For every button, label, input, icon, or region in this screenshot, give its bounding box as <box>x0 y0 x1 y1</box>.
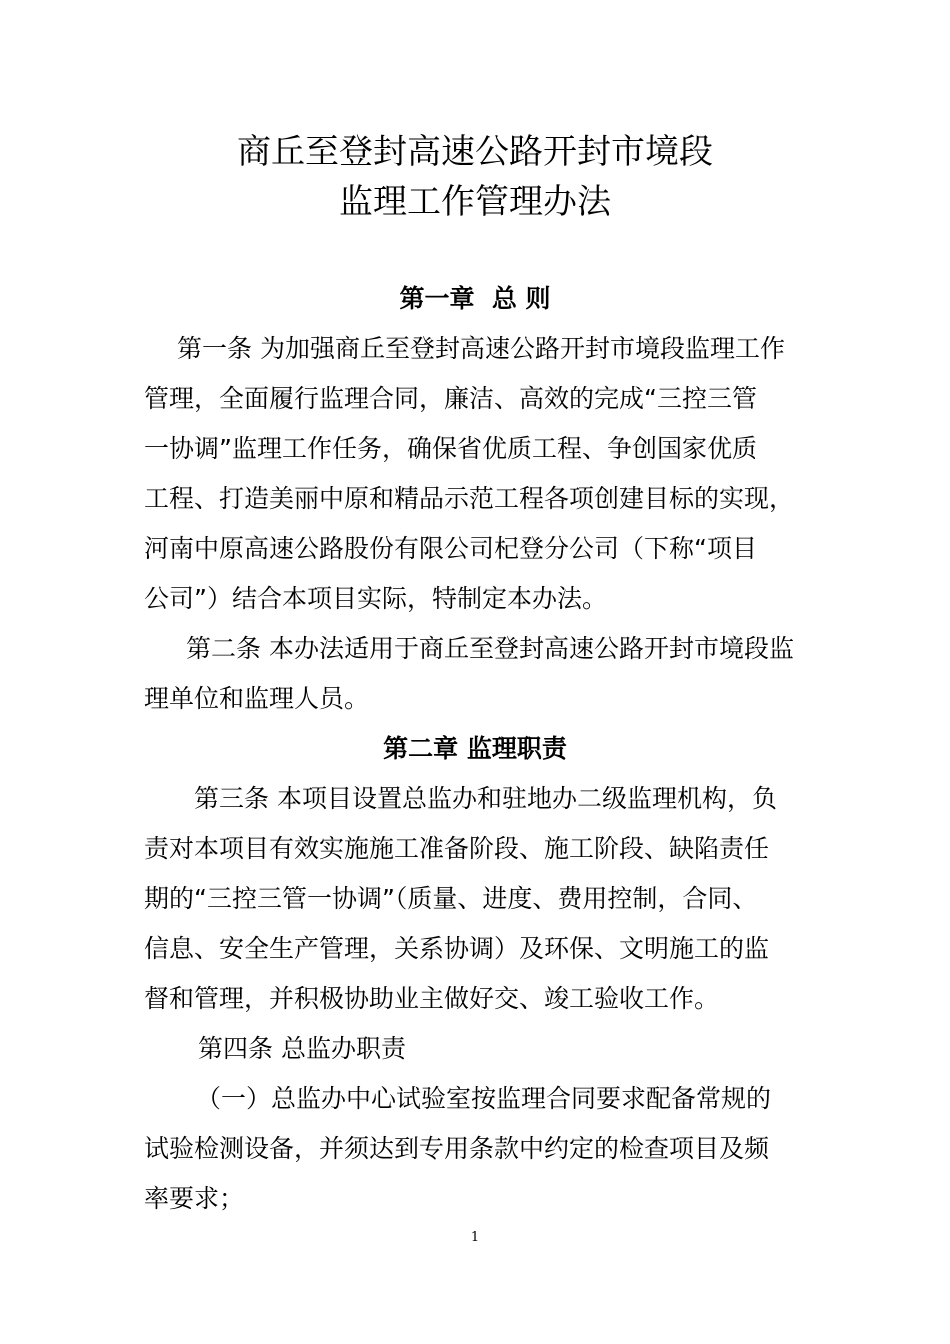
article-3-line: 责对本项目有效实施施工准备阶段、施工阶段、缺陷责任 <box>144 834 770 863</box>
chapter-2-heading: 第二章 监理职责 <box>383 734 567 763</box>
article-3-line: 第三条 本项目设置总监办和驻地办二级监理机构，负 <box>194 784 777 813</box>
article-1-line: 公司”）结合本项目实际，特制定本办法。 <box>144 584 607 613</box>
article-3-line: 督和管理，并积极协助业主做好交、竣工验收工作。 <box>144 984 720 1013</box>
document-title-line-2: 监理工作管理办法 <box>339 182 611 222</box>
article-1-line: 一协调”监理工作任务，确保省优质工程、争创国家优质 <box>144 434 757 463</box>
article-1-line: 第一条 为加强商丘至登封高速公路开封市境段监理工作 <box>177 334 785 363</box>
page-number: 1 <box>470 1230 480 1245</box>
chapter-1-heading: 第一章 总 则 <box>399 284 551 313</box>
article-4-item-1-line: 率要求； <box>144 1184 245 1213</box>
article-3-line: 信息、安全生产管理，关系协调）及环保、文明施工的监 <box>144 934 770 963</box>
article-2-line: 理单位和监理人员。 <box>144 684 370 713</box>
article-1-line: 河南中原高速公路股份有限公司杞登分公司（下称“项目 <box>144 534 757 563</box>
article-1-line: 工程、打造美丽中原和精品示范工程各项创建目标的实现， <box>144 484 795 513</box>
article-3-line: 期的“三控三管一协调”（质量、进度、费用控制，合同、 <box>144 884 758 913</box>
article-4-item-1-line: （一）总监办中心试验室按监理合同要求配备常规的 <box>196 1084 772 1113</box>
article-4-item-1-line: 试验检测设备，并须达到专用条款中约定的检查项目及频 <box>144 1134 770 1163</box>
article-2-line: 第二条 本办法适用于商丘至登封高速公路开封市境段监 <box>186 634 794 663</box>
document-title-line-1: 商丘至登封高速公路开封市境段 <box>237 132 713 172</box>
article-1-line: 管理，全面履行监理合同，廉洁、高效的完成“三控三管 <box>144 384 757 413</box>
article-4-heading: 第四条 总监办职责 <box>198 1034 406 1063</box>
